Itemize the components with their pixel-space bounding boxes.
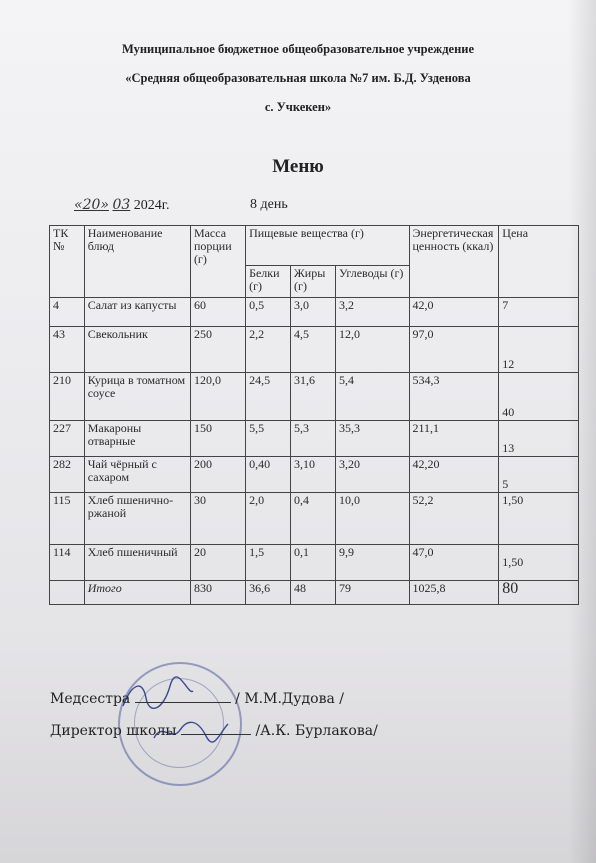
date-month: 03 bbox=[112, 197, 131, 213]
director-label: Директор школы bbox=[50, 723, 177, 739]
cell-energy: 47,0 bbox=[409, 545, 499, 581]
director-sign-underline bbox=[181, 722, 251, 735]
cell-tk: 210 bbox=[50, 373, 85, 421]
table-row bbox=[50, 545, 579, 581]
cell-tk: 227 bbox=[50, 421, 85, 457]
cell-tk: 115 bbox=[50, 493, 85, 545]
header-nutrients: Пищевые вещества (г) bbox=[246, 226, 409, 266]
header-line-3: с. Учкекен» bbox=[264, 100, 332, 114]
header-carbs: Углеводы (г) bbox=[335, 266, 409, 298]
header-fats: Жиры (г) bbox=[291, 266, 336, 298]
table-row bbox=[50, 327, 579, 373]
cell-price: 13 bbox=[499, 421, 579, 457]
cell-fats: 3,0 bbox=[291, 298, 336, 327]
table-total-row bbox=[50, 581, 579, 605]
cell-fats: 0,4 bbox=[291, 493, 336, 545]
cell-name: Салат из капусты bbox=[84, 298, 190, 327]
cell-proteins: 0,40 bbox=[246, 457, 291, 493]
cell-carbs: 5,4 bbox=[335, 373, 409, 421]
cell-energy: 211,1 bbox=[409, 421, 499, 457]
cell-tk: 43 bbox=[50, 327, 85, 373]
date-day: «20» bbox=[74, 197, 109, 213]
director-name: /А.К. Бурлакова/ bbox=[255, 723, 378, 739]
cell-tk: 4 bbox=[50, 298, 85, 327]
header-mass: Масса порции (г) bbox=[190, 226, 245, 298]
cell-proteins: 5,5 bbox=[246, 421, 291, 457]
cell-name: Чай чёрный с сахаром bbox=[84, 457, 190, 493]
cell-name: Свекольник bbox=[84, 327, 190, 373]
page-title: Меню bbox=[272, 156, 324, 177]
cell-carbs: 10,0 bbox=[335, 493, 409, 545]
cell-mass: 200 bbox=[190, 457, 245, 493]
cell-total-proteins: 36,6 bbox=[246, 581, 291, 605]
date-line bbox=[74, 197, 169, 214]
cell-mass: 30 bbox=[190, 493, 245, 545]
header-name: Наименование блюд bbox=[84, 226, 190, 298]
header-proteins: Белки (г) bbox=[246, 266, 291, 298]
cell-mass: 120,0 bbox=[190, 373, 245, 421]
cell-mass: 250 bbox=[190, 327, 245, 373]
cell-fats: 31,6 bbox=[291, 373, 336, 421]
nurse-label: Медсестра bbox=[50, 691, 131, 707]
cell-name: Хлеб пшенично-ржаной bbox=[84, 493, 190, 545]
cell-mass: 150 bbox=[190, 421, 245, 457]
cell-proteins: 2,0 bbox=[246, 493, 291, 545]
cell-price: 1,50 bbox=[499, 493, 579, 545]
header-price: Цена bbox=[499, 226, 579, 298]
cell-tk: 282 bbox=[50, 457, 85, 493]
table-row bbox=[50, 373, 579, 421]
cell-total-price: 80 bbox=[499, 581, 579, 605]
cell-proteins: 1,5 bbox=[246, 545, 291, 581]
cell-price: 5 bbox=[499, 457, 579, 493]
cell-total-tk bbox=[50, 581, 85, 605]
table-row bbox=[50, 298, 579, 327]
cell-total-mass: 830 bbox=[190, 581, 245, 605]
cell-mass: 20 bbox=[190, 545, 245, 581]
cell-energy: 42,20 bbox=[409, 457, 499, 493]
cell-energy: 534,3 bbox=[409, 373, 499, 421]
cell-carbs: 3,20 bbox=[335, 457, 409, 493]
cell-carbs: 3,2 bbox=[335, 298, 409, 327]
date-year: 2024г. bbox=[133, 198, 170, 213]
table-row bbox=[50, 421, 579, 457]
table-header-row bbox=[50, 226, 579, 266]
cell-energy: 42,0 bbox=[409, 298, 499, 327]
cell-carbs: 35,3 bbox=[335, 421, 409, 457]
cell-energy: 97,0 bbox=[409, 327, 499, 373]
nurse-name: / М.М.Дудова / bbox=[235, 691, 344, 707]
director-signature-line bbox=[50, 722, 378, 739]
cell-proteins: 0,5 bbox=[246, 298, 291, 327]
cell-fats: 5,3 bbox=[291, 421, 336, 457]
header-tk: ТК № bbox=[50, 226, 85, 298]
header-line-2: «Средняя общеобразовательная школа №7 им. Б.Д. Узденова bbox=[125, 71, 471, 85]
cell-proteins: 24,5 bbox=[246, 373, 291, 421]
cell-mass: 60 bbox=[190, 298, 245, 327]
cell-total-carbs: 79 bbox=[335, 581, 409, 605]
table-row bbox=[50, 457, 579, 493]
cell-total-fats: 48 bbox=[291, 581, 336, 605]
cell-price: 7 bbox=[499, 298, 579, 327]
nurse-signature-line bbox=[50, 690, 344, 707]
cell-price: 40 bbox=[499, 373, 579, 421]
cell-proteins: 2,2 bbox=[246, 327, 291, 373]
menu-table bbox=[49, 225, 579, 605]
header-line-1: Муниципальное бюджетное общеобразовательное учреждение bbox=[121, 42, 475, 56]
cell-energy: 52,2 bbox=[409, 493, 499, 545]
cell-name: Курица в томатном соусе bbox=[84, 373, 190, 421]
cell-name: Макароны отварные bbox=[84, 421, 190, 457]
cell-fats: 0,1 bbox=[291, 545, 336, 581]
cell-fats: 4,5 bbox=[291, 327, 336, 373]
table-row bbox=[50, 493, 579, 545]
cell-carbs: 12,0 bbox=[335, 327, 409, 373]
cell-total-energy: 1025,8 bbox=[409, 581, 499, 605]
cell-price: 1,50 bbox=[499, 545, 579, 581]
cell-carbs: 9,9 bbox=[335, 545, 409, 581]
header-energy: Энергетическая ценность (ккал) bbox=[409, 226, 499, 298]
cell-total-label: Итого bbox=[84, 581, 190, 605]
cell-name: Хлеб пшеничный bbox=[84, 545, 190, 581]
cell-tk: 114 bbox=[50, 545, 85, 581]
day-label: 8 день bbox=[250, 197, 288, 212]
nurse-sign-underline bbox=[135, 690, 231, 703]
cell-fats: 3,10 bbox=[291, 457, 336, 493]
cell-price: 12 bbox=[499, 327, 579, 373]
